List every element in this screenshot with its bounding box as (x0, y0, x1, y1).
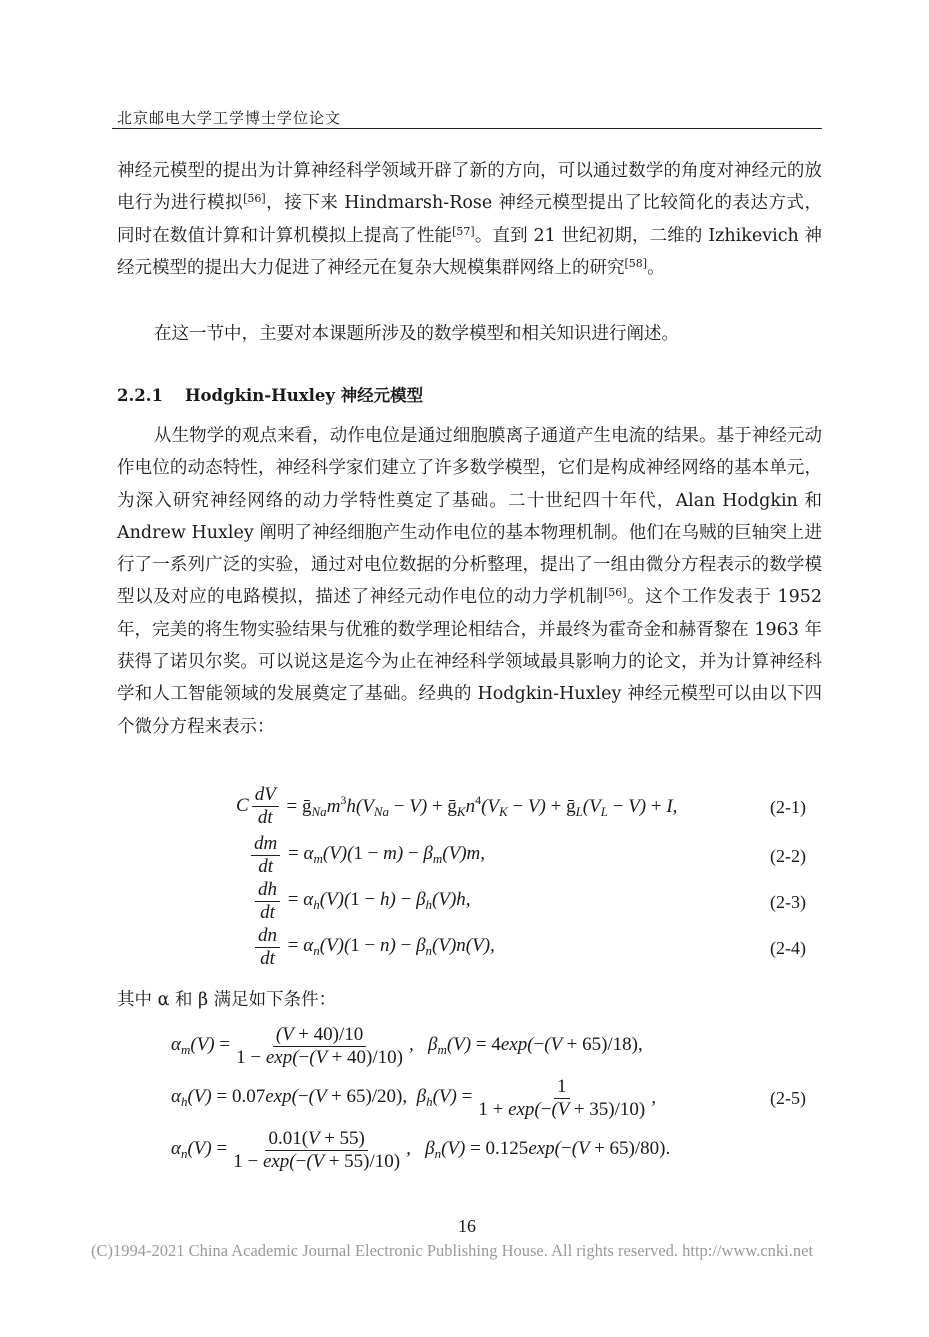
intro-text-2: ，接下来 Hindmarsh-Rose 神经元模型提出了比较简化的表达方式，同时在数值计算和计算机模拟上提高了性能 (117, 193, 823, 246)
section-title: Hodgkin-Huxley 神经元模型 (184, 386, 424, 405)
page-number: 16 (458, 1216, 476, 1236)
citation-57: [57] (452, 224, 475, 238)
paragraph-intro (117, 155, 822, 284)
equation-number-2-3: (2-3) (770, 892, 806, 912)
paragraph-hh-history (117, 420, 822, 743)
equation-number-2-1: (2-1) (770, 797, 806, 817)
equation-2-5-line-3: $\alpha_n(V)$ = $\frac{0.01(V + 55)}{1 - \exp(-(V + 55)/10)}$ , $\beta_n(V) = 0.125\exp(-(V + 65)/80)$. (171, 1128, 671, 1172)
intro-text-3: 。直到 21 世纪初期，二维的 Izhikevich 神经元模型的提出大力促进了神经元在复杂大规模集群网络上的研究 (117, 225, 822, 278)
history-text-2: 。这个工作发表于 1952 年，完美的将生物实验结果与优雅的数学理论相结合，并最终为霍奇金和赫胥黎在 1963 年获得了诺贝尔奖。可以说这是迄今为止在神经科学领域最具影响力的论文，并为计算神经科学和人工智能领域的发展奠定了基础。经典的 Hodgkin-Huxley 神经元模型可以由以下四个微分方程来表示： (117, 587, 822, 737)
equation-2-5-line-1: $\alpha_m(V)$ = $\frac{(V + 40)/10}{1 - \exp(-(V + 40)/10)}$ , $\beta_m(V) = 4\exp(-(V + 65)/18)$, (171, 1024, 643, 1068)
copyright-footer: (C)1994-2021 China Academic Journal Electronic Publishing House. All rights reserved. http://www.cnki.net (91, 1241, 814, 1260)
intro-text-4: 。 (647, 257, 665, 278)
equation-2-4: $\frac{dn}{dt}$ = $\alpha_n(V)(1 - n) - \beta_n(V)n(V)$, (252, 925, 495, 970)
history-text-1: 从生物学的观点来看，动作电位是通过细胞膜离子通道产生电流的结果。基于神经元动作电位的动态特性，神经科学家们建立了许多数学模型，它们是构成神经网络的基本单元，为深入研究神经网络的动力学特性奠定了基础。二十世纪四十年代，Alan Hodgkin 和 Andrew Huxley 阐明了神经细胞产生动作电位的基本物理机制。他们在乌贼的巨轴突上进行了一系列广泛的实验，通过对电位数据的分析整理，提出了一组由微分方程表示的数学模型以及对应的电路模拟，描述了神经元动作电位的动力学机制 (117, 426, 822, 608)
equation-number-2-5: (2-5) (770, 1088, 806, 1108)
citation-56b: [56] (603, 586, 627, 600)
equation-2-5-line-2: $\alpha_h(V) = 0.07\exp(-(V + 65)/20)$, $\beta_h(V)$ = $\frac{1}{1 + \exp(-(V + 35)/10)}$ , (171, 1076, 656, 1120)
section-heading (117, 382, 423, 406)
citation-58: [58] (624, 256, 648, 270)
paragraph-overview: 在这一节中，主要对本课题所涉及的数学模型和相关知识进行阐述。 (154, 324, 679, 344)
intro-text-1: 神经元模型的提出为计算神经科学领域开辟了新的方向，可以通过数学的角度对神经元的放电行为进行模拟 (117, 161, 822, 214)
section-number: 2.2.1 (117, 386, 163, 405)
header-rule (112, 128, 822, 129)
equation-2-3: $\frac{dh}{dt}$ = $\alpha_h(V)(1 - h) - \beta_h(V)h$, (252, 879, 471, 924)
equation-number-2-2: (2-2) (770, 846, 806, 866)
equation-2-2: $\frac{dm}{dt}$ = $\alpha_m(V)(1 - m) - \beta_m(V)m$, (248, 833, 485, 878)
citation-56: [56] (243, 192, 266, 206)
equation-number-2-4: (2-4) (770, 938, 806, 958)
equation-2-1: C $\frac{dV}{dt}$ = $ḡ_{Na}m^3h(V_{Na} - V)$ + $ḡ_Kn^4(V_K - V)$ + $ḡ_L(V_L - V) + I$, (236, 784, 678, 828)
where-text: 其中 α 和 β 满足如下条件： (117, 990, 337, 1010)
running-header: 北京邮电大学工学博士学位论文 (117, 109, 342, 127)
